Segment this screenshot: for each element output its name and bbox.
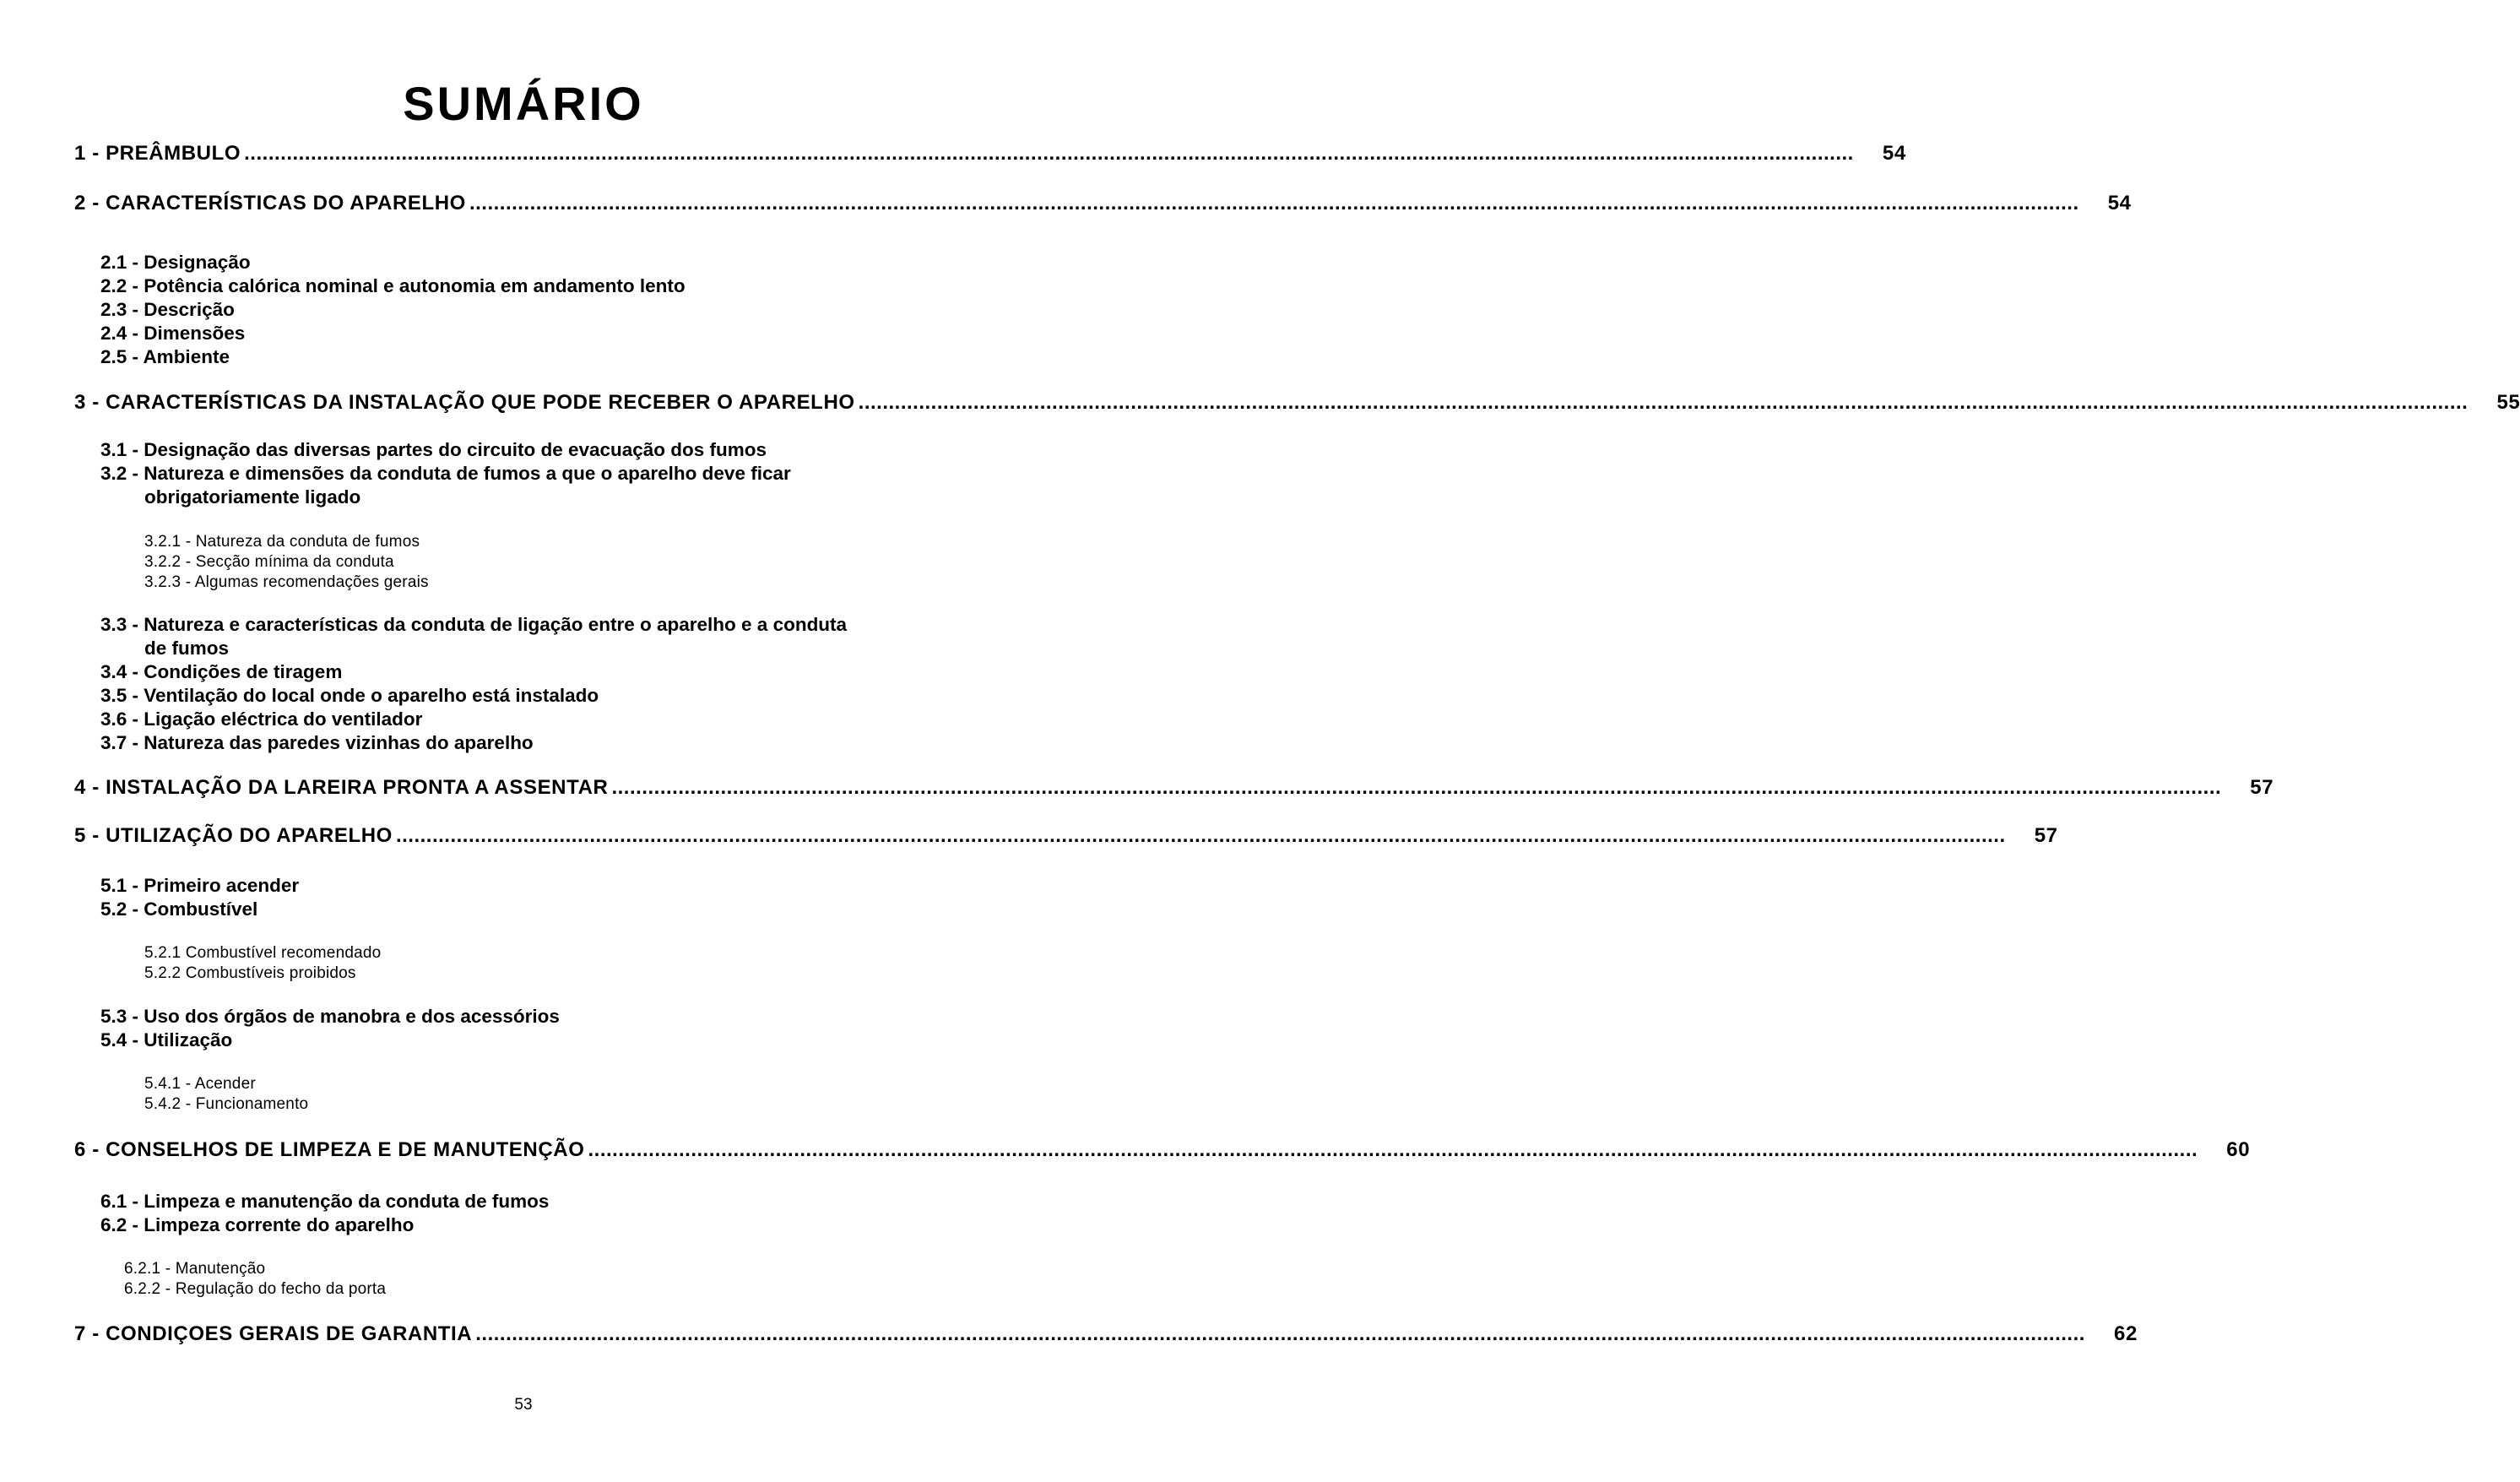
chapter-page: 62 bbox=[2114, 1322, 2138, 1345]
chapter-page: 57 bbox=[2250, 776, 2274, 799]
section-item[interactable]: 2.1 - Designação bbox=[100, 252, 251, 273]
section-item[interactable]: 5.3 - Uso dos órgãos de manobra e dos acessórios bbox=[100, 1006, 560, 1027]
chapter-label: 5 - UTILIZAÇÃO DO APARELHO bbox=[74, 824, 393, 847]
section-item[interactable]: 3.2 - Natureza e dimensões da conduta de fumos a que o aparelho deve ficar bbox=[100, 463, 791, 484]
section-item-continuation: obrigatoriamente ligado bbox=[144, 486, 361, 508]
section-item[interactable]: 5.2 - Combustível bbox=[100, 898, 258, 920]
leader-dots: .......................................................................................................................................................................................................................................................................... bbox=[475, 1322, 2085, 1345]
section-list-3a bbox=[100, 438, 791, 509]
toc-chapter-2[interactable] bbox=[74, 190, 2132, 215]
chapter-page: 60 bbox=[2226, 1138, 2251, 1161]
section-item[interactable]: 3.7 - Natureza das paredes vizinhas do aparelho bbox=[100, 732, 534, 753]
page-title: SUMÁRIO bbox=[403, 77, 644, 130]
toc-chapter-6[interactable] bbox=[74, 1137, 2251, 1162]
subsection-list-3-2 bbox=[144, 532, 429, 593]
section-item[interactable]: 3.1 - Designação das diversas partes do circuito de evacuação dos fumos bbox=[100, 439, 767, 460]
chapter-label: 2 - CARACTERÍSTICAS DO APARELHO bbox=[74, 192, 466, 214]
leader-dots: .......................................................................................................................................................................................................................................................................... bbox=[469, 192, 2079, 214]
chapter-page: 54 bbox=[2107, 192, 2132, 214]
chapter-label: 7 - CONDIÇOES GERAIS DE GARANTIA bbox=[74, 1322, 473, 1345]
chapter-label: 4 - INSTALAÇÃO DA LAREIRA PRONTA A ASSENTAR bbox=[74, 776, 609, 799]
subsection-item[interactable]: 5.4.2 - Funcionamento bbox=[144, 1095, 309, 1113]
section-item[interactable]: 6.1 - Limpeza e manutenção da conduta de fumos bbox=[100, 1191, 550, 1212]
page-number: 53 bbox=[514, 1396, 533, 1414]
section-item[interactable]: 3.3 - Natureza e características da conduta de ligação entre o aparelho e a conduta bbox=[100, 614, 848, 635]
section-list-2 bbox=[100, 251, 686, 369]
leader-dots: .......................................................................................................................................................................................................................................................................... bbox=[395, 824, 2006, 847]
section-item[interactable]: 2.5 - Ambiente bbox=[100, 346, 230, 367]
toc-chapter-1[interactable] bbox=[74, 140, 1906, 166]
section-item[interactable]: 3.5 - Ventilação do local onde o aparelho está instalado bbox=[100, 685, 599, 706]
chapter-page: 54 bbox=[1882, 142, 1906, 165]
subsection-item[interactable]: 5.2.1 Combustível recomendado bbox=[144, 944, 382, 962]
section-item[interactable]: 3.4 - Condições de tiragem bbox=[100, 661, 343, 682]
chapter-label: 6 - CONSELHOS DE LIMPEZA E DE MANUTENÇÃO bbox=[74, 1138, 585, 1161]
subsection-list-6-2 bbox=[124, 1259, 386, 1300]
toc-chapter-3[interactable] bbox=[74, 389, 2520, 415]
leader-dots: .......................................................................................................................................................................................................................................................................... bbox=[588, 1138, 2198, 1161]
subsection-item[interactable]: 5.4.1 - Acender bbox=[144, 1075, 256, 1093]
leader-dots: .......................................................................................................................................................................................................................................................................... bbox=[611, 776, 2222, 799]
toc-chapter-7[interactable] bbox=[74, 1321, 2138, 1346]
leader-dots: .......................................................................................................................................................................................................................................................................... bbox=[244, 142, 1854, 165]
chapter-label: 1 - PREÂMBULO bbox=[74, 142, 241, 165]
subsection-item[interactable]: 3.2.2 - Secção mínima da conduta bbox=[144, 553, 394, 571]
section-list-5b bbox=[100, 1005, 560, 1052]
subsection-list-5-2 bbox=[144, 943, 381, 984]
section-item[interactable]: 5.4 - Utilização bbox=[100, 1029, 233, 1050]
chapter-page: 55 bbox=[2496, 391, 2520, 414]
subsection-item[interactable]: 6.2.2 - Regulação do fecho da porta bbox=[124, 1280, 387, 1298]
toc-chapter-4[interactable] bbox=[74, 774, 2274, 800]
section-list-3b bbox=[100, 613, 847, 755]
section-item[interactable]: 2.3 - Descrição bbox=[100, 299, 235, 320]
section-item-continuation: de fumos bbox=[144, 638, 230, 659]
subsection-item[interactable]: 3.2.3 - Algumas recomendações gerais bbox=[144, 573, 429, 591]
section-list-6 bbox=[100, 1190, 549, 1237]
chapter-page: 57 bbox=[2034, 824, 2058, 847]
leader-dots: .......................................................................................................................................................................................................................................................................... bbox=[858, 391, 2469, 414]
toc-chapter-5[interactable] bbox=[74, 822, 2058, 848]
section-list-5a bbox=[100, 874, 299, 921]
section-item[interactable]: 6.2 - Limpeza corrente do aparelho bbox=[100, 1214, 415, 1235]
chapter-label: 3 - CARACTERÍSTICAS DA INSTALAÇÃO QUE PODE RECEBER O APARELHO bbox=[74, 391, 855, 414]
subsection-item[interactable]: 3.2.1 - Natureza da conduta de fumos bbox=[144, 533, 420, 551]
subsection-list-5-4 bbox=[144, 1074, 308, 1115]
section-item[interactable]: 3.6 - Ligação eléctrica do ventilador bbox=[100, 708, 423, 730]
section-item[interactable]: 2.2 - Potência calórica nominal e autonomia em andamento lento bbox=[100, 275, 686, 296]
subsection-item[interactable]: 6.2.1 - Manutenção bbox=[124, 1260, 266, 1278]
subsection-item[interactable]: 5.2.2 Combustíveis proibidos bbox=[144, 964, 356, 982]
section-item[interactable]: 5.1 - Primeiro acender bbox=[100, 875, 300, 896]
section-item[interactable]: 2.4 - Dimensões bbox=[100, 323, 246, 344]
